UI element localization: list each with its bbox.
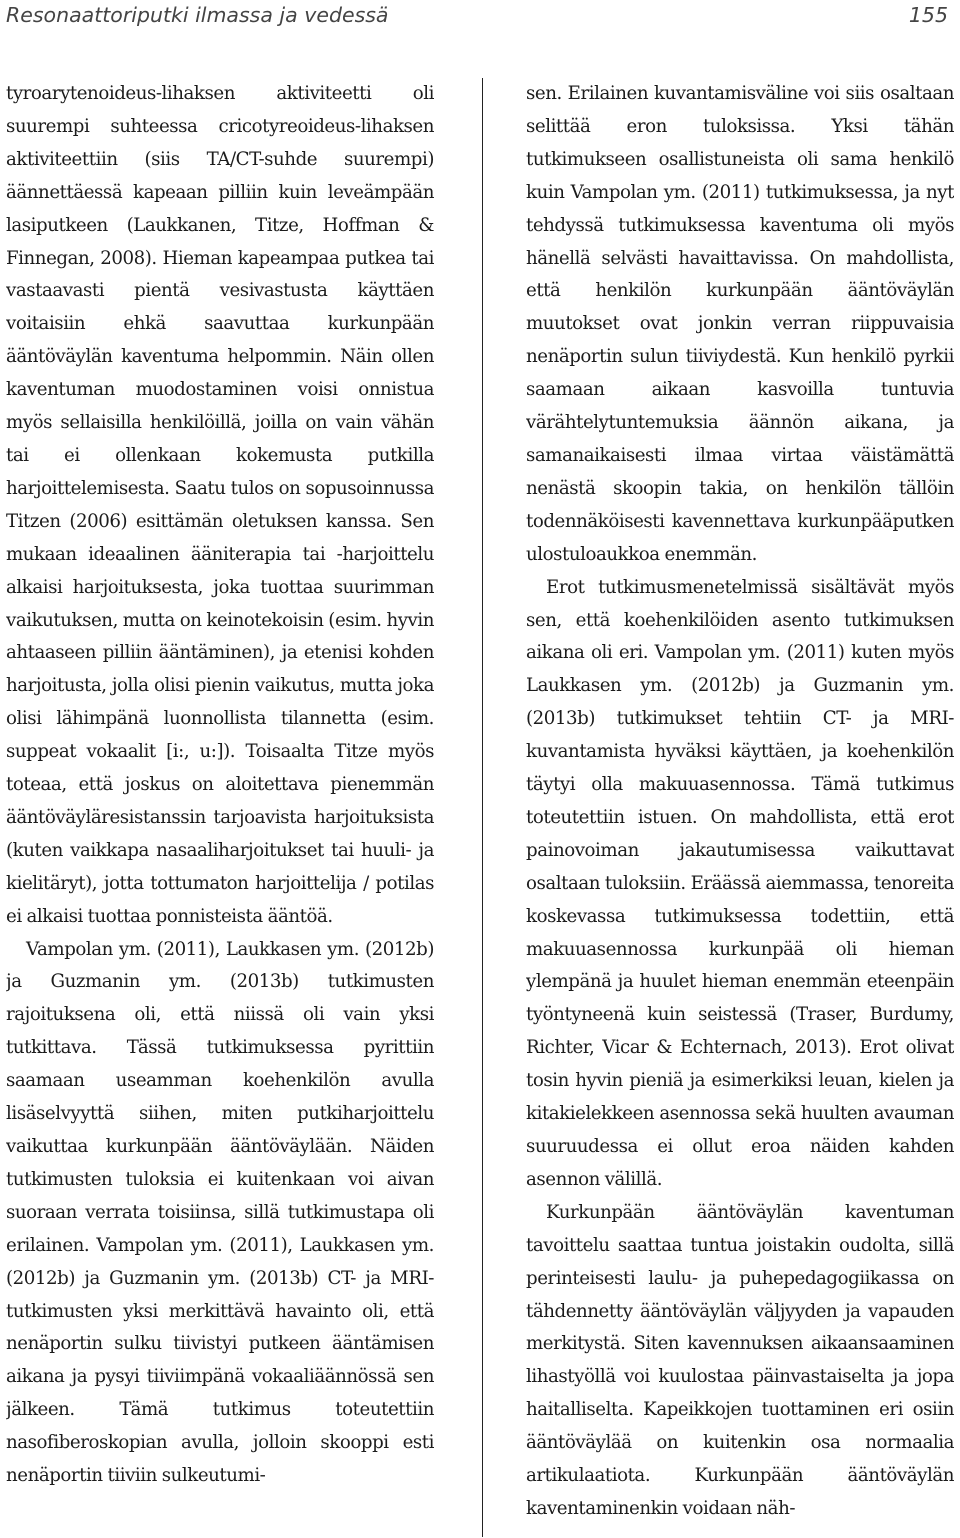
paragraph: Kurkunpään ääntöväylän kaventuman tavoittelu saattaa tuntua joistakin oudolta, sillä perinteisesti laulu- ja puhepedagogiikassa on tähdennetty ääntöväylän väljyyden ja vapauden merkitystä. Siten kavennuksen aikaansaaminen lihastyöllä voi kuulostaa päinvastaiselta ja jopa haitalliselta. Kapeikkojen tuottaminen eri osiin ääntöväylää on kuitenkin osa normaalia artikulaatiota. Kurkunpään ääntöväylän kaventaminenkin voidaan näh-	[526, 1201, 954, 1519]
paragraph: Erot tutkimusmenetelmissä sisältävät myös sen, että koehenkilöiden asento tutkimuksen aikana oli eri. Vampolan ym. (2011) kuten myös Laukkasen ym. (2012b) ja Guzmanin ym. (2013b) tutkimukset tehtiin CT- ja MRI-kuvantamista hyväksi käyttäen, ja koehenkilön täytyi olla makuuasennossa. Tämä tutkimus toteutettiin istuen. On mahdollista, että erot painovoiman jakautumisessa vaikuttavat osaltaan tuloksiin. Eräässä aiemmassa, tenoreita koskevassa tutkimuksessa todettiin, että makuuasennossa kurkunpää oli hieman ylempänä ja huulet hieman enemmän eteenpäin työntyneenä kuin seistessä (Traser, Burdumy, Richter, Vicar & Echternach, 2013). Erot olivat tosin hyvin pieniä ja esimerkiksi leuan, kielen ja kitakielekkeen asennossa sekä huulten avauman suuruudessa ei ollut eroa näiden kahden asennon välillä.	[526, 576, 954, 1190]
page-number: 155	[908, 3, 948, 27]
column-divider	[482, 78, 483, 1537]
running-header	[6, 0, 948, 30]
header-title: Resonaattoriputki ilmassa ja vedessä	[6, 3, 389, 27]
paragraph: sen. Erilainen kuvantamisväline voi siis osaltaan selittää eron tuloksissa. Yksi tähän tutkimukseen osallistuneista oli sama henkilö kuin Vampolan ym. (2011) tutkimuksessa, ja nyt tehdyssä tutkimuksessa kaventuma oli myös hänellä selvästi havaittavissa. On mahdollista, että henkilön kurkunpään ääntöväylän muutokset ovat jonkin verran riippuvaisia nenäportin sulun tiiviydestä. Kun henkilö pyrkii saamaan aikaan kasvoilla tuntuvia värähtelytuntemuksia äännön aikana, ja samanaikaisesti ilmaa virtaa väistämättä nenästä skoopin takia, on henkilön tällöin todennäköisesti kavennettava kurkunpääputken ulostuloaukkoa enemmän.	[526, 83, 954, 565]
left-column	[6, 78, 434, 1538]
paragraph: Vampolan ym. (2011), Laukkasen ym. (2012b) ja Guzmanin ym. (2013b) tutkimusten rajoituksena oli, että niissä oli vain yksi tutkittava. Tässä tutkimuksessa pyrittiin saamaan useamman koehenkilön avulla lisäselvyyttä siihen, miten putkiharjoittelu vaikuttaa kurkunpään ääntöväylään. Näiden tutkimusten tuloksia ei kuitenkaan voi aivan suoraan verrata toisiinsa, sillä tutkimustapa oli erilainen. Vampolan ym. (2011), Laukkasen ym. (2012b) ja Guzmanin ym. (2013b) CT- ja MRI-tutkimusten yksi merkittävä havainto oli, että nenäportin sulku tiivistyi putkeen ääntämisen aikana ja pysyi tiiviimpänä vokaaliäännössä sen jälkeen. Tämä tutkimus toteutettiin nasofiberoskopian avulla, jolloin skooppi esti nenäportin tiiviin sulkeutumi-	[6, 938, 434, 1487]
right-column	[526, 78, 954, 1538]
paragraph: tyroarytenoideus-lihaksen aktiviteetti oli suurempi suhteessa cricotyreoideus-lihaksen aktiviteettiin (siis TA/CT-suhde suurempi) äännettäessä kapeaan pilliin kuin leveämpään lasiputkeen (Laukkanen, Titze, Hoffman & Finnegan, 2008). Hieman kapeampaa putkea tai vastaavasti pientä vesivastusta käyttäen voitaisiin ehkä saavuttaa kurkunpään ääntöväylän kaventuma helpommin. Näin ollen kaventuman muodostaminen voisi onnistua myös sellaisilla henkilöillä, joilla on vain vähän tai ei ollenkaan kokemusta putkilla harjoittelemisesta. Saatu tulos on sopusoinnussa Titzen (2006) esittämän oletuksen kanssa. Sen mukaan ideaalinen ääniterapia tai -harjoittelu alkaisi harjoituksesta, joka tuottaa suurimman vaikutuksen, mutta on keinotekoisin (esim. hyvin ahtaaseen pilliin ääntäminen), ja etenisi kohden harjoitusta, jolla olisi pienin vaikutus, mutta joka olisi lähimpänä luonnollista tilannetta (esim. suppeat vokaalit [i:, u:]). Toisaalta Titze myös toteaa, että joskus on aloitettava pienemmän ääntöväyläresistanssin tarjoavista harjoituksista (kuten vaikkapa nasaaliharjoitukset tai huuli- ja kielitäryt), jotta tottumaton harjoittelija / potilas ei alkaisi tuottaa ponnisteista ääntöä.	[6, 83, 434, 927]
